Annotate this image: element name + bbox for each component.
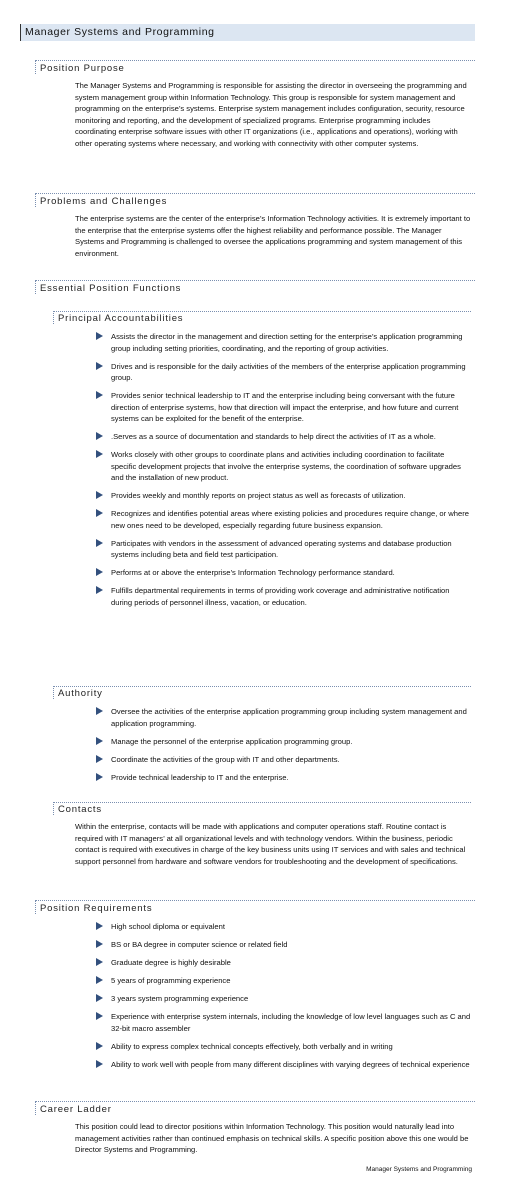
bullet-triangle-icon bbox=[96, 509, 103, 517]
list-item-text: Graduate degree is highly desirable bbox=[111, 958, 231, 967]
list-item bbox=[111, 754, 473, 766]
list-item-text: .Serves as a source of documentation and standards to help direct the activities of IT as a whole. bbox=[111, 432, 436, 441]
section-heading: Career Ladder bbox=[35, 1101, 475, 1115]
bullet-triangle-icon bbox=[96, 994, 103, 1002]
list-item-text: Experience with enterprise system internals, including the knowledge of low level languages such as C and 32-bit macro assembler bbox=[111, 1012, 471, 1033]
section-essential-functions bbox=[35, 280, 475, 294]
section-position-purpose bbox=[35, 60, 475, 149]
list-item bbox=[111, 957, 471, 969]
list-item-text: Drives and is responsible for the daily activities of the members of the enterprise application programming group. bbox=[111, 361, 466, 382]
bullet-triangle-icon bbox=[96, 450, 103, 458]
subsection-heading: Principal Accountabilities bbox=[53, 311, 471, 324]
bullet-triangle-icon bbox=[96, 707, 103, 715]
bullet-triangle-icon bbox=[96, 976, 103, 984]
bullet-triangle-icon bbox=[96, 940, 103, 948]
subsection-contacts bbox=[53, 802, 471, 867]
list-item-text: Provide technical leadership to IT and the enterprise. bbox=[111, 772, 289, 782]
bullet-triangle-icon bbox=[96, 539, 103, 547]
list-item-text: BS or BA degree in computer science or related field bbox=[111, 940, 288, 949]
list-item-text: Fulfills departmental requirements in terms of providing work coverage and administrative notification during periods of personnel illness, vacation, or education. bbox=[111, 586, 450, 607]
list-item bbox=[111, 975, 471, 987]
list-item bbox=[111, 772, 473, 784]
section-heading: Position Purpose bbox=[35, 60, 475, 74]
bullet-triangle-icon bbox=[96, 568, 103, 576]
list-item bbox=[111, 508, 471, 531]
list-item bbox=[111, 361, 471, 384]
list-item bbox=[111, 331, 471, 354]
subsection-principal-accountabilities bbox=[53, 311, 471, 615]
subsection-heading: Contacts bbox=[53, 802, 471, 815]
bullet-triangle-icon bbox=[96, 755, 103, 763]
list-item-text: Works closely with other groups to coordinate plans and activities including coordination to facilitate specific development projects that involve the enterprise systems, the coordination of software upgrades and the installation of new product. bbox=[111, 450, 461, 482]
bullet-triangle-icon bbox=[96, 1060, 103, 1068]
authority-list bbox=[111, 706, 473, 783]
principal-accountabilities-list bbox=[111, 331, 471, 608]
bullet-triangle-icon bbox=[96, 1042, 103, 1050]
list-item bbox=[111, 1041, 471, 1053]
list-item bbox=[111, 706, 473, 729]
list-item-text: Performs at or above the enterprise’s Information Technology performance standard. bbox=[111, 568, 395, 577]
list-item-text: Manage the personnel of the enterprise application programming group. bbox=[111, 736, 353, 746]
list-item-text: Provides senior technical leadership to IT and the enterprise including being conversant with the future direction of enterprise systems, how that direction will impact the enterprise, and how future and current systems can be exploited for the benefit of the enterprise. bbox=[111, 391, 459, 423]
list-item bbox=[111, 538, 471, 561]
bullet-triangle-icon bbox=[96, 491, 103, 499]
bullet-triangle-icon bbox=[96, 737, 103, 745]
bullet-triangle-icon bbox=[96, 432, 103, 440]
list-item-text: Ability to express complex technical concepts effectively, both verbally and in writing bbox=[111, 1041, 393, 1051]
list-item bbox=[111, 490, 471, 502]
section-heading: Essential Position Functions bbox=[35, 280, 475, 294]
bullet-triangle-icon bbox=[96, 391, 103, 399]
subsection-authority bbox=[53, 686, 471, 790]
position-purpose-text: The Manager Systems and Programming is responsible for assisting the director in overseeing the programming and system management group within Information Technology. This group is responsible for system management and programming on the enterprise’s systems. Enterprise system management includes configuration, security, resource monitoring and reporting, and the development of specialized programs. Enterprise programming includes coordinating enterprise software issues with other IT organizations (i.e., applications and operations), working with other operating systems where necessary, and working with connectivity with other computer systems. bbox=[75, 81, 467, 148]
section-heading: Problems and Challenges bbox=[35, 193, 475, 207]
list-item bbox=[111, 431, 471, 443]
list-item-text: Coordinate the activities of the group with IT and other departments. bbox=[111, 754, 340, 764]
list-item bbox=[111, 1011, 471, 1034]
list-item bbox=[111, 736, 473, 748]
problems-challenges-text: The enterprise systems are the center of the enterprise’s Information Technology activities. It is extremely important to the enterprise that the enterprise systems offer the highest reliability and performance possible. The Manager Systems and Programming is challenged to oversee the applications programming and system management of this environment. bbox=[75, 214, 471, 258]
section-heading: Position Requirements bbox=[35, 900, 475, 914]
bullet-triangle-icon bbox=[96, 1012, 103, 1020]
list-item bbox=[111, 1059, 471, 1071]
bullet-triangle-icon bbox=[96, 362, 103, 370]
list-item-text: 3 years system programming experience bbox=[111, 994, 249, 1003]
subsection-heading: Authority bbox=[53, 686, 471, 699]
document-title: Manager Systems and Programming bbox=[20, 24, 475, 41]
list-item bbox=[111, 567, 471, 579]
contacts-text: Within the enterprise, contacts will be made with applications and computer operations staff. Routine contact is required with IT managers’ at all organizational levels and with technology vendors. Within the business, periodic contact is required with executives in charge of the key business units using IT services and with sales and technical support personnel from hardware and software vendors for troubleshooting and the development of specifications. bbox=[75, 822, 466, 866]
section-problems-challenges bbox=[35, 193, 475, 259]
position-requirements-list bbox=[111, 921, 471, 1070]
list-item-text: Assists the director in the management and direction setting for the enterprise’s application programming group including setting priorities, coordinating, and the reporting of group activities. bbox=[111, 332, 463, 353]
list-item-text: Oversee the activities of the enterprise application programming group including system management and application programming. bbox=[111, 707, 467, 728]
section-career-ladder bbox=[35, 1101, 475, 1156]
bullet-triangle-icon bbox=[96, 586, 103, 594]
list-item bbox=[111, 585, 471, 608]
list-item bbox=[111, 449, 471, 484]
bullet-triangle-icon bbox=[96, 332, 103, 340]
footer-text: Manager Systems and Programming bbox=[366, 1166, 472, 1173]
bullet-triangle-icon bbox=[96, 958, 103, 966]
list-item bbox=[111, 921, 471, 933]
list-item-text: Ability to work well with people from many different disciplines with varying degrees of technical experience bbox=[111, 1059, 470, 1069]
list-item-text: Recognizes and identifies potential areas where existing policies and procedures require change, or where new ones need to be developed, especially regarding future business expansion. bbox=[111, 509, 469, 530]
list-item bbox=[111, 390, 471, 425]
list-item-text: Provides weekly and monthly reports on project status as well as forecasts of utilization. bbox=[111, 491, 406, 500]
list-item-text: High school diploma or equivalent bbox=[111, 922, 225, 931]
career-ladder-text: This position could lead to director positions within Information Technology. This position would naturally lead into management activities rather than continued emphasis on technical skills. A specific position above this one would be Director Systems and Programming. bbox=[75, 1122, 469, 1154]
list-item-text: 5 years of programming experience bbox=[111, 976, 231, 985]
bullet-triangle-icon bbox=[96, 922, 103, 930]
section-position-requirements bbox=[35, 900, 475, 1077]
bullet-triangle-icon bbox=[96, 773, 103, 781]
list-item-text: Participates with vendors in the assessment of advanced operating systems and database production systems including beta and field test participation. bbox=[111, 538, 452, 559]
list-item bbox=[111, 993, 471, 1005]
list-item bbox=[111, 939, 471, 951]
